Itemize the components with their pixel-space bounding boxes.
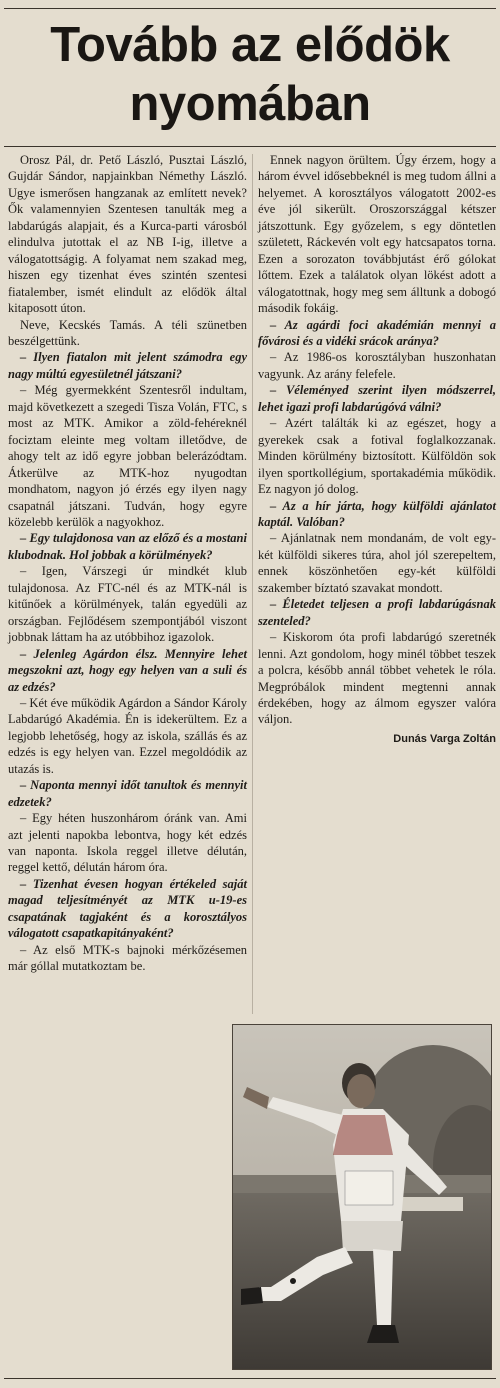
article-paragraph: – Igen, Várszegi úr mindkét klub tulajdonosa. Az FTC-nél és az MTK-nál is kitűnőek a körülmények, talán egyedüli az országban. Fejlődésem szempontjából viszont jobbnak láttam ha az utóbbihoz igazolok. [8,564,247,645]
interview-question: – Ilyen fiatalon mit jelent számodra egy nagy múltú egyesületnél játszani? [8,350,247,381]
article-column-right [258,152,496,747]
title-line-1: Tovább az elődök [50,18,450,72]
author-signature: Dunás Varga Zoltán [393,732,496,745]
article-paragraph: – Kiskorom óta profi labdarúgó szeretnék lenni. Azt gondolom, hogy minél többet teszek a polcra, később annál többet vehetek le róla. Megpróbálok mindent megtenni annak érdekében, hogy az álmom egyszer valóra váljon. [258,630,496,727]
article-paragraph: – Az 1986-os korosztályban huszonhatan vagyunk. Az arány felefele. [258,350,496,381]
title-rule [4,146,496,147]
article-paragraph: – Két éve működik Agárdon a Sándor Károly Labdarúgó Akadémia. Én is idekerültem. Ez a legjobb lehetőség, hogy az iskola, szállás és az edzés is egy helyen van. Ezzel megoldódik az utazás is. [8,695,247,776]
interview-question: – Életedet teljesen a profi labdarúgásnak szenteled? [258,597,496,628]
interview-question: – Naponta mennyi időt tanultok és mennyit edzetek? [8,778,247,809]
title-line-2: nyomában [129,77,371,131]
article-paragraph: Neve, Kecskés Tamás. A téli szünetben beszélgettünk. [8,317,247,348]
article-paragraph: Orosz Pál, dr. Pető László, Pusztai László, Gujdár Sándor, napjainkban Némethy László. Ugye ismerősen hangzanak az említett nevek? Ők valamennyien Szentesen tanulták meg a labdarúgás alapjait, és a Kurca-parti városból elindulva jutottak el az NB I-ig, illetve a válogatottságig. A folyamat nem szakad meg, hiszen egy tizenhat éves szintén szentesi fiatalember, ismét elindult az elődök által kitaposott úton. [8,153,247,316]
interview-question: – Az agárdi foci akadémián mennyi a fővárosi és a vidéki srácok aránya? [258,317,496,348]
article-paragraph: Ennek nagyon örültem. Úgy érzem, hogy a három évvel idősebbeknél is meg tudom állni a helyemet. A korosztályos válogatott 2002-es éve jól sikerült. Oroszországgal kétszer játszottunk. Egy győzelem, s egy döntetlen született, Ráckevén volt egy hatcsapatos torna. Ezen a sorozaton továbbjutást érő gólokat lőttem. Ezek a találatok olyan lökést adott a válogatottnak, hogy meg sem álltunk a dobogó második fokáig. [258,153,496,316]
article-paragraph: – Még gyermekként Szentesről indultam, majd következett a szegedi Tisza Volán, FTC, s most az MTK. Amikor a zöld-fehéreknél fociztam eleinte meg voltam illetődve, de ahogy telt az idő egyre jobban belerázódtam. Átkerülve az MTK-hoz nyugodtan mondhatom, nagyon jó érzés egy ilyen nagy csapatnál játszani. Tudván, hogy egyre közelebb kerülök a nagyokhoz. [8,383,247,529]
article-paragraph: – Azért találták ki az egészet, hogy a gyerekek csak a fotival foglalkozzanak. Minden körülmény biztosított. Külföldön sok ilyen sportkollégium, sportakadémia működik. Ez nagyon jó dolog. [258,416,496,497]
player-photo [232,1024,492,1370]
article-column-left [8,152,247,975]
article-paragraph: – Az első MTK-s bajnoki mérkőzésemen már góllal mutatkoztam be. [8,942,247,974]
article-title [0,16,500,134]
interview-question: – Tizenhat évesen hogyan értékeled saját magad teljesítményét az MTK u-19-es csapatának tagjaként és a korosztályos válogatott csapatkapitányaként? [8,876,247,941]
bottom-rule [4,1378,496,1379]
column-divider [252,154,253,1014]
interview-question: – Véleményed szerint ilyen módszerrel, lehet igazi profi labdarúgóvá válni? [258,383,496,414]
article-paragraph: – Ajánlatnak nem mondanám, de volt egy-két külföldi sikeres túra, ahol jól szerepeltem, ennek köszönhetően egy-két külföldi szakember bíztató szavakat mondott. [258,531,496,595]
interview-question: – Jelenleg Agárdon élsz. Mennyire lehet megszokni azt, hogy egy helyen van a suli és az edzés? [8,646,247,694]
article-paragraph: – Egy héten huszonhárom óránk van. Ami azt jelenti napokba lebontva, hogy két edzés van naponta. Iskola reggel illetve délután, reggel kettő, délután három óra. [8,811,247,875]
interview-question: – Egy tulajdonosa van az előző és a mostani klubodnak. Hol jobbak a körülmények? [8,531,247,562]
interview-question: – Az a hír járta, hogy külföldi ajánlatot kaptál. Valóban? [258,498,496,529]
top-rule [4,8,496,9]
